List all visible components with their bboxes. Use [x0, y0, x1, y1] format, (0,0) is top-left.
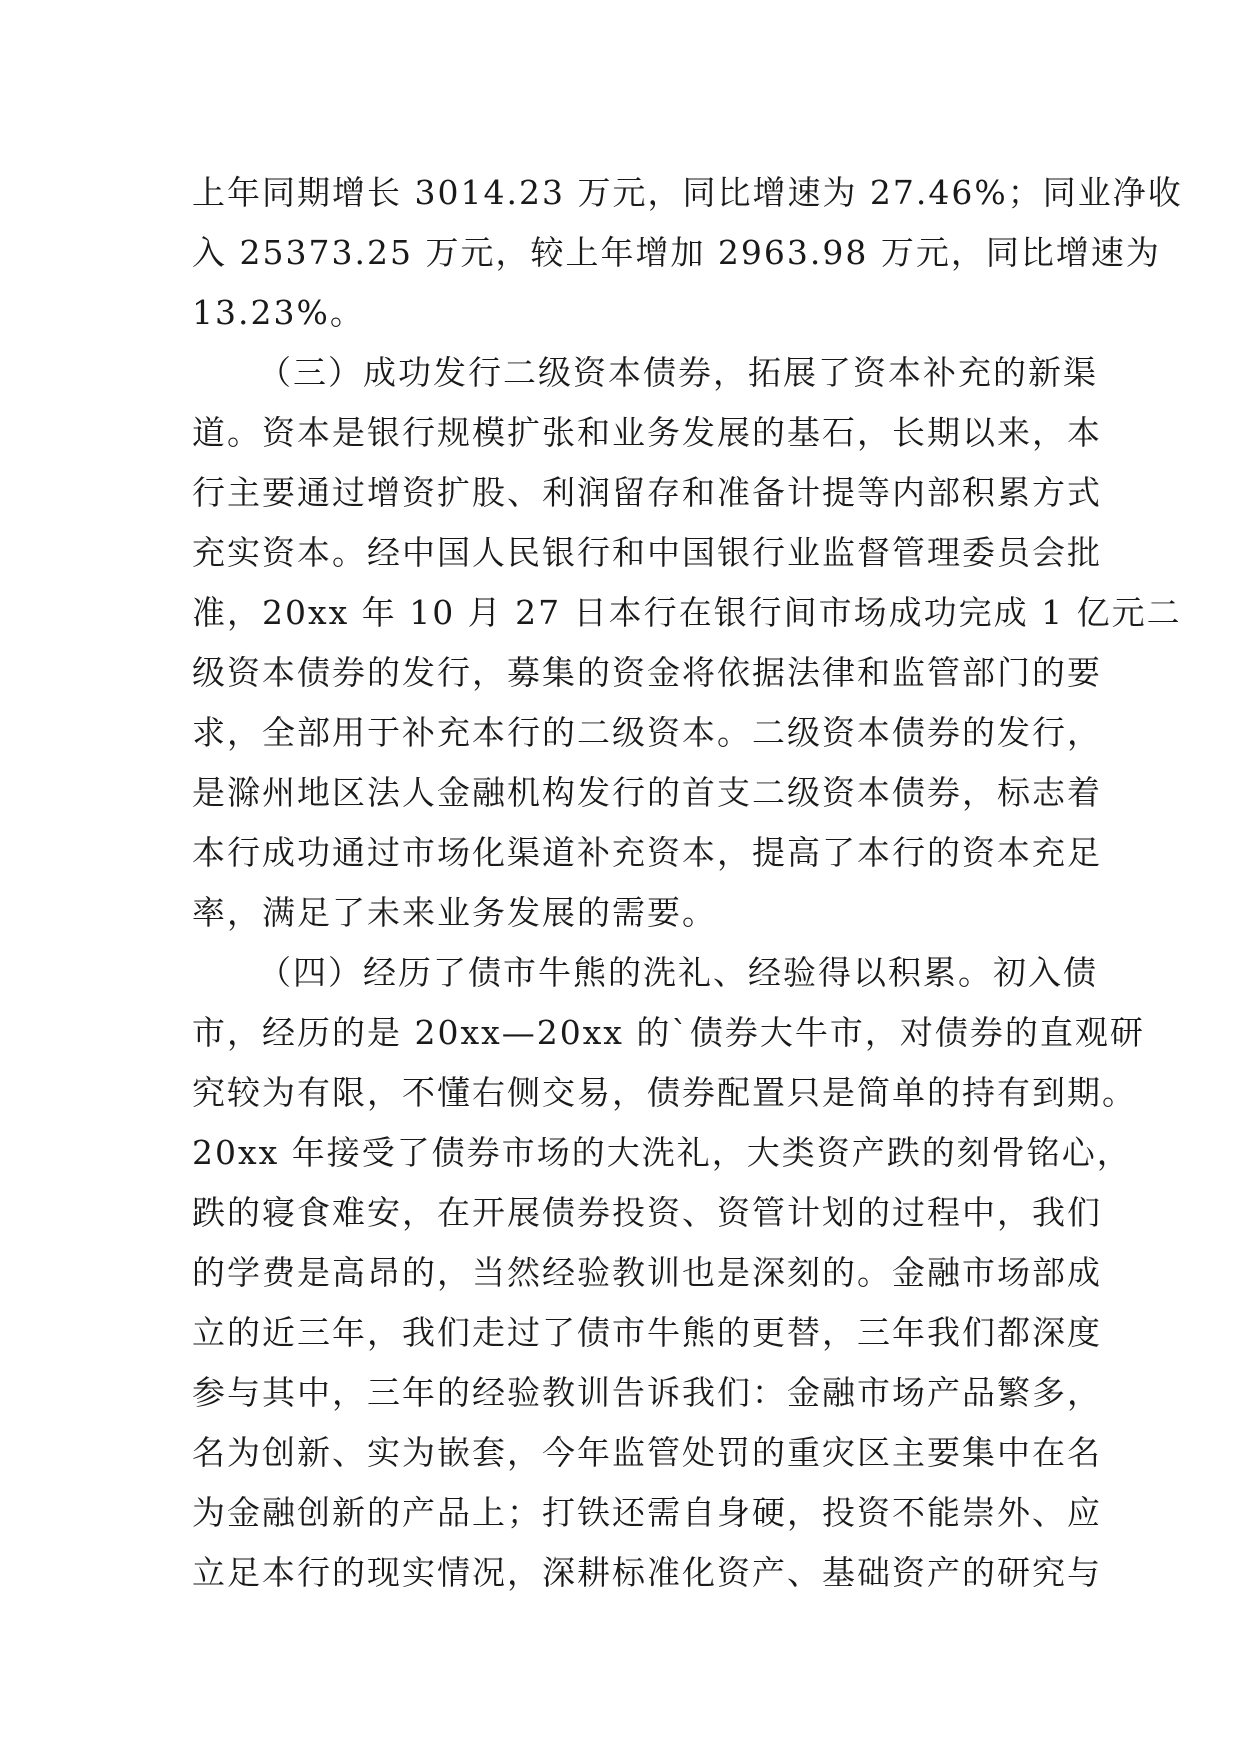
text-line: 为金融创新的产品上；打铁还需自身硬，投资不能崇外、应: [192, 1493, 1102, 1532]
text-line: 13.23%。: [192, 293, 365, 332]
section-heading-line: （三）成功发行二级资本债券，拓展了资本补充的新渠: [258, 353, 1098, 392]
text-line: 跌的寝食难安，在开展债券投资、资管计划的过程中，我们: [192, 1193, 1102, 1232]
text-line: 级资本债券的发行，募集的资金将依据法律和监管部门的要: [192, 653, 1102, 692]
text-line: 参与其中，三年的经验教训告诉我们：金融市场产品繁多，: [192, 1373, 1102, 1412]
text-line: 立的近三年，我们走过了债市牛熊的更替，三年我们都深度: [192, 1313, 1102, 1352]
text-line: 究较为有限，不懂右侧交易，债券配置只是简单的持有到期。: [192, 1073, 1137, 1112]
text-line: 充实资本。经中国人民银行和中国银行业监督管理委员会批: [192, 533, 1102, 572]
document-body: [192, 163, 1183, 1603]
text-line: 求，全部用于补充本行的二级资本。二级资本债券的发行，: [192, 713, 1102, 752]
text-line: 本行成功通过市场化渠道补充资本，提高了本行的资本充足: [192, 833, 1102, 872]
text-line: 的学费是高昂的，当然经验教训也是深刻的。金融市场部成: [192, 1253, 1102, 1292]
text-line: 上年同期增长 3014.23 万元，同比增速为 27.46%；同业净收: [192, 173, 1183, 212]
text-line: 率，满足了未来业务发展的需要。: [192, 893, 717, 932]
text-line: 20xx 年接受了债券市场的大洗礼，大类资产跌的刻骨铭心，: [192, 1133, 1132, 1172]
text-line: 准，20xx 年 10 月 27 日本行在银行间市场成功完成 1 亿元二: [192, 593, 1182, 632]
text-line: 道。资本是银行规模扩张和业务发展的基石，长期以来，本: [192, 413, 1102, 452]
text-line: 市，经历的是 20xx—20xx 的`债券大牛市，对债券的直观研: [192, 1013, 1145, 1052]
text-line: 是滁州地区法人金融机构发行的首支二级资本债券，标志着: [192, 773, 1102, 812]
text-line: 名为创新、实为嵌套，今年监管处罚的重灾区主要集中在名: [192, 1433, 1102, 1472]
section-heading-line: （四）经历了债市牛熊的洗礼、经验得以积累。初入债: [258, 953, 1098, 992]
text-line: 入 25373.25 万元，较上年增加 2963.98 万元，同比增速为: [192, 233, 1161, 272]
text-line: 行主要通过增资扩股、利润留存和准备计提等内部积累方式: [192, 473, 1102, 512]
text-line: 立足本行的现实情况，深耕标准化资产、基础资产的研究与: [192, 1553, 1102, 1592]
